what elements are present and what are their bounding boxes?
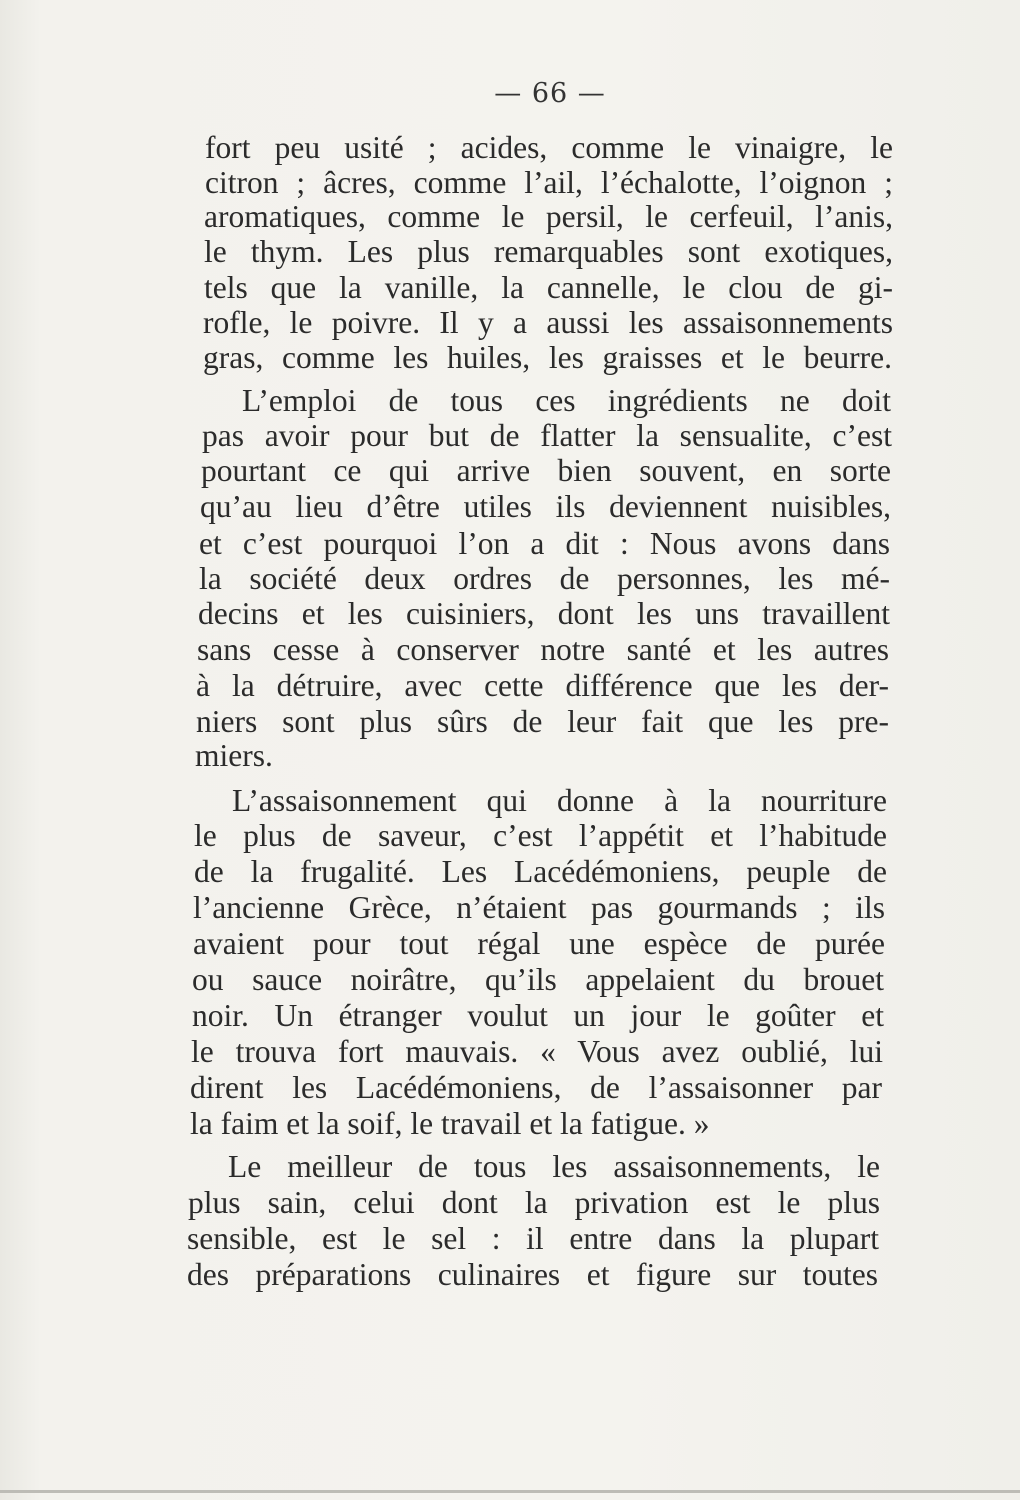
text-line: L’emploi de tous ces ingrédients ne doit: [242, 383, 891, 418]
text-line: Le meilleur de tous les assaisonnements, le: [228, 1149, 880, 1184]
text-line: tels que la vanille, la cannelle, le clou de gi-: [204, 270, 893, 305]
text-line: avaient pour tout régal une espèce de purée: [193, 926, 885, 961]
text-line: la faim et la soif, le travail et la fatigue. »: [190, 1106, 710, 1141]
text-line: sensible, est le sel : il entre dans la plupart: [187, 1221, 879, 1256]
text-line: le trouva fort mauvais. « Vous avez oublié, lui: [191, 1034, 883, 1069]
text-line: de la frugalité. Les Lacédémoniens, peuple de: [194, 854, 887, 889]
text-line: citron ; âcres, comme l’ail, l’échalotte, l’oignon ;: [205, 165, 893, 200]
text-line: miers.: [195, 738, 273, 773]
page-bottom-edge: [0, 1490, 1020, 1493]
text-line: et c’est pourquoi l’on a dit : Nous avons dans: [199, 526, 890, 561]
text-line: noir. Un étranger voulut un jour le goûter et: [192, 998, 884, 1033]
text-line: le thym. Les plus remarquables sont exotiques,: [204, 234, 893, 269]
text-line: la société deux ordres de personnes, les mé-: [199, 561, 890, 596]
text-line: ou sauce noirâtre, qu’ils appelaient du brouet: [192, 962, 884, 997]
text-line: l’ancienne Grèce, n’étaient pas gourmands ; ils: [193, 890, 885, 925]
text-line: niers sont plus sûrs de leur fait que les pre-: [196, 704, 889, 739]
text-line: dirent les Lacédémoniens, de l’assaisonner par: [190, 1070, 882, 1105]
text-line: à la détruire, avec cette différence que les der-: [196, 668, 889, 703]
page-number: — 66 —: [494, 78, 606, 109]
text-line: decins et les cuisiniers, dont les uns travaillent: [198, 596, 890, 631]
text-line: L’assaisonnement qui donne à la nourriture: [232, 783, 887, 818]
text-line: aromatiques, comme le persil, le cerfeuil, l’anis,: [204, 199, 893, 234]
text-line: sans cesse à conserver notre santé et les autres: [197, 632, 889, 667]
text-line: fort peu usité ; acides, comme le vinaigre, le: [205, 130, 893, 165]
text-line: plus sain, celui dont la privation est le plus: [188, 1185, 880, 1220]
text-line: pas avoir pour but de flatter la sensualite, c’est: [202, 418, 892, 453]
text-line: le plus de saveur, c’est l’appétit et l’habitude: [194, 818, 887, 853]
text-line: qu’au lieu d’être utiles ils deviennent nuisibles,: [200, 489, 891, 524]
text-line: gras, comme les huiles, les graisses et le beurre.: [203, 340, 892, 375]
text-line: des préparations culinaires et figure sur toutes: [187, 1257, 878, 1292]
text-line: rofle, le poivre. Il y a aussi les assaisonnements: [203, 305, 893, 340]
text-line: pourtant ce qui arrive bien souvent, en sorte: [201, 453, 891, 488]
